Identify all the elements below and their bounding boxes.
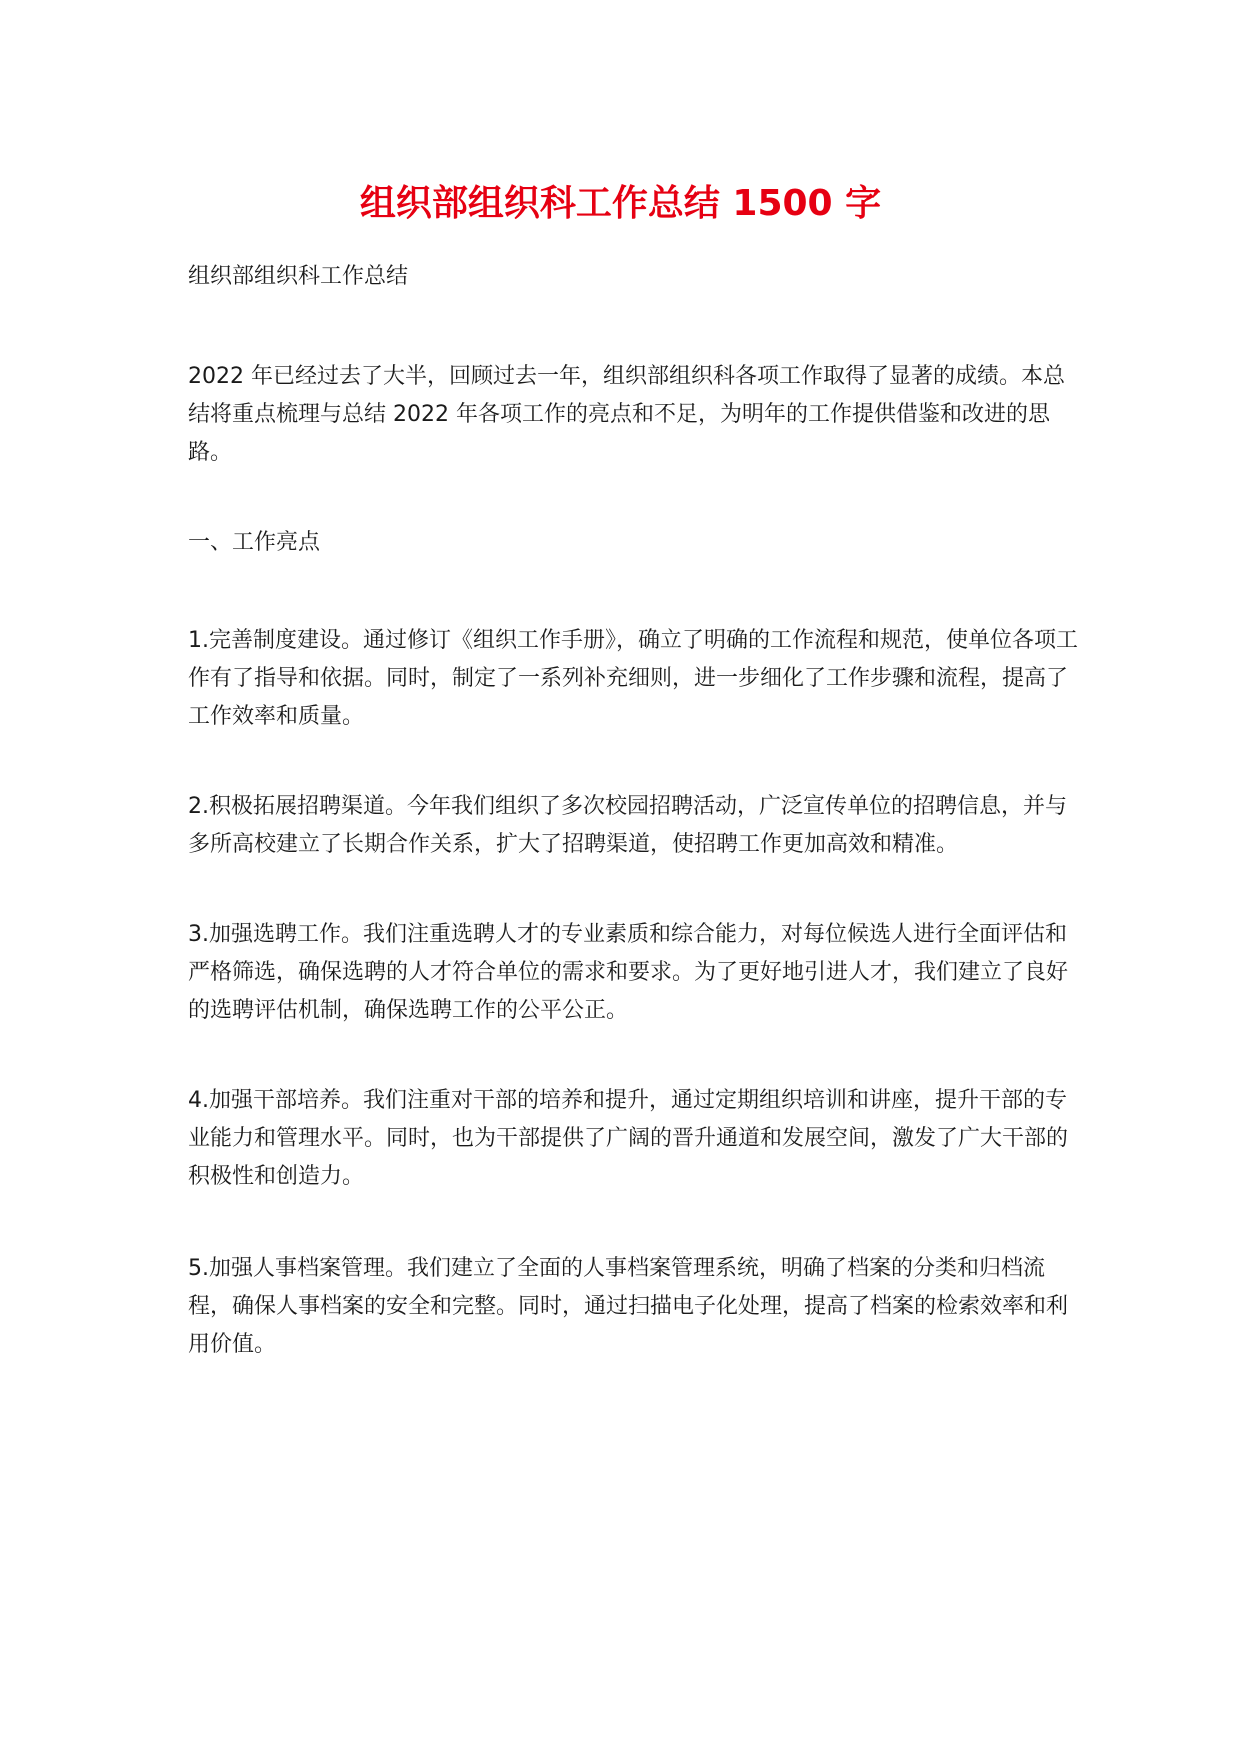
- intro-paragraph: 2022 年已经过去了大半，回顾过去一年，组织部组织科各项工作取得了显著的成绩。本总结将重点梳理与总结 2022 年各项工作的亮点和不足，为明年的工作提供借鉴和改进的思路。: [188, 364, 1065, 465]
- list-item-1: 1.完善制度建设。通过修订《组织工作手册》，确立了明确的工作流程和规范，使单位各项工作有了指导和依据。同时，制定了一系列补充细则，进一步细化了工作步骤和流程，提高了工作效率和质量。: [188, 628, 1078, 729]
- list-item-5: 5.加强人事档案管理。我们建立了全面的人事档案管理系统，明确了档案的分类和归档流程，确保人事档案的安全和完整。同时，通过扫描电子化处理，提高了档案的检索效率和利用价值。: [188, 1256, 1069, 1357]
- list-item-4: 4.加强干部培养。我们注重对干部的培养和提升，通过定期组织培训和讲座，提升干部的专业能力和管理水平。同时，也为干部提供了广阔的晋升通道和发展空间，激发了广大干部的积极性和创造力。: [188, 1088, 1069, 1189]
- section-heading: 一、工作亮点: [188, 530, 321, 555]
- document-subtitle: 组织部组织科工作总结: [188, 264, 409, 289]
- list-item-3: 3.加强选聘工作。我们注重选聘人才的专业素质和综合能力，对每位候选人进行全面评估和严格筛选，确保选聘的人才符合单位的需求和要求。为了更好地引进人才，我们建立了良好的选聘评估机制，确保选聘工作的公平公正。: [188, 922, 1069, 1023]
- document-title: 组织部组织科工作总结 1500 字: [359, 183, 882, 224]
- list-item-2: 2.积极拓展招聘渠道。今年我们组织了多次校园招聘活动，广泛宣传单位的招聘信息，并与多所高校建立了长期合作关系，扩大了招聘渠道，使招聘工作更加高效和精准。: [188, 794, 1067, 857]
